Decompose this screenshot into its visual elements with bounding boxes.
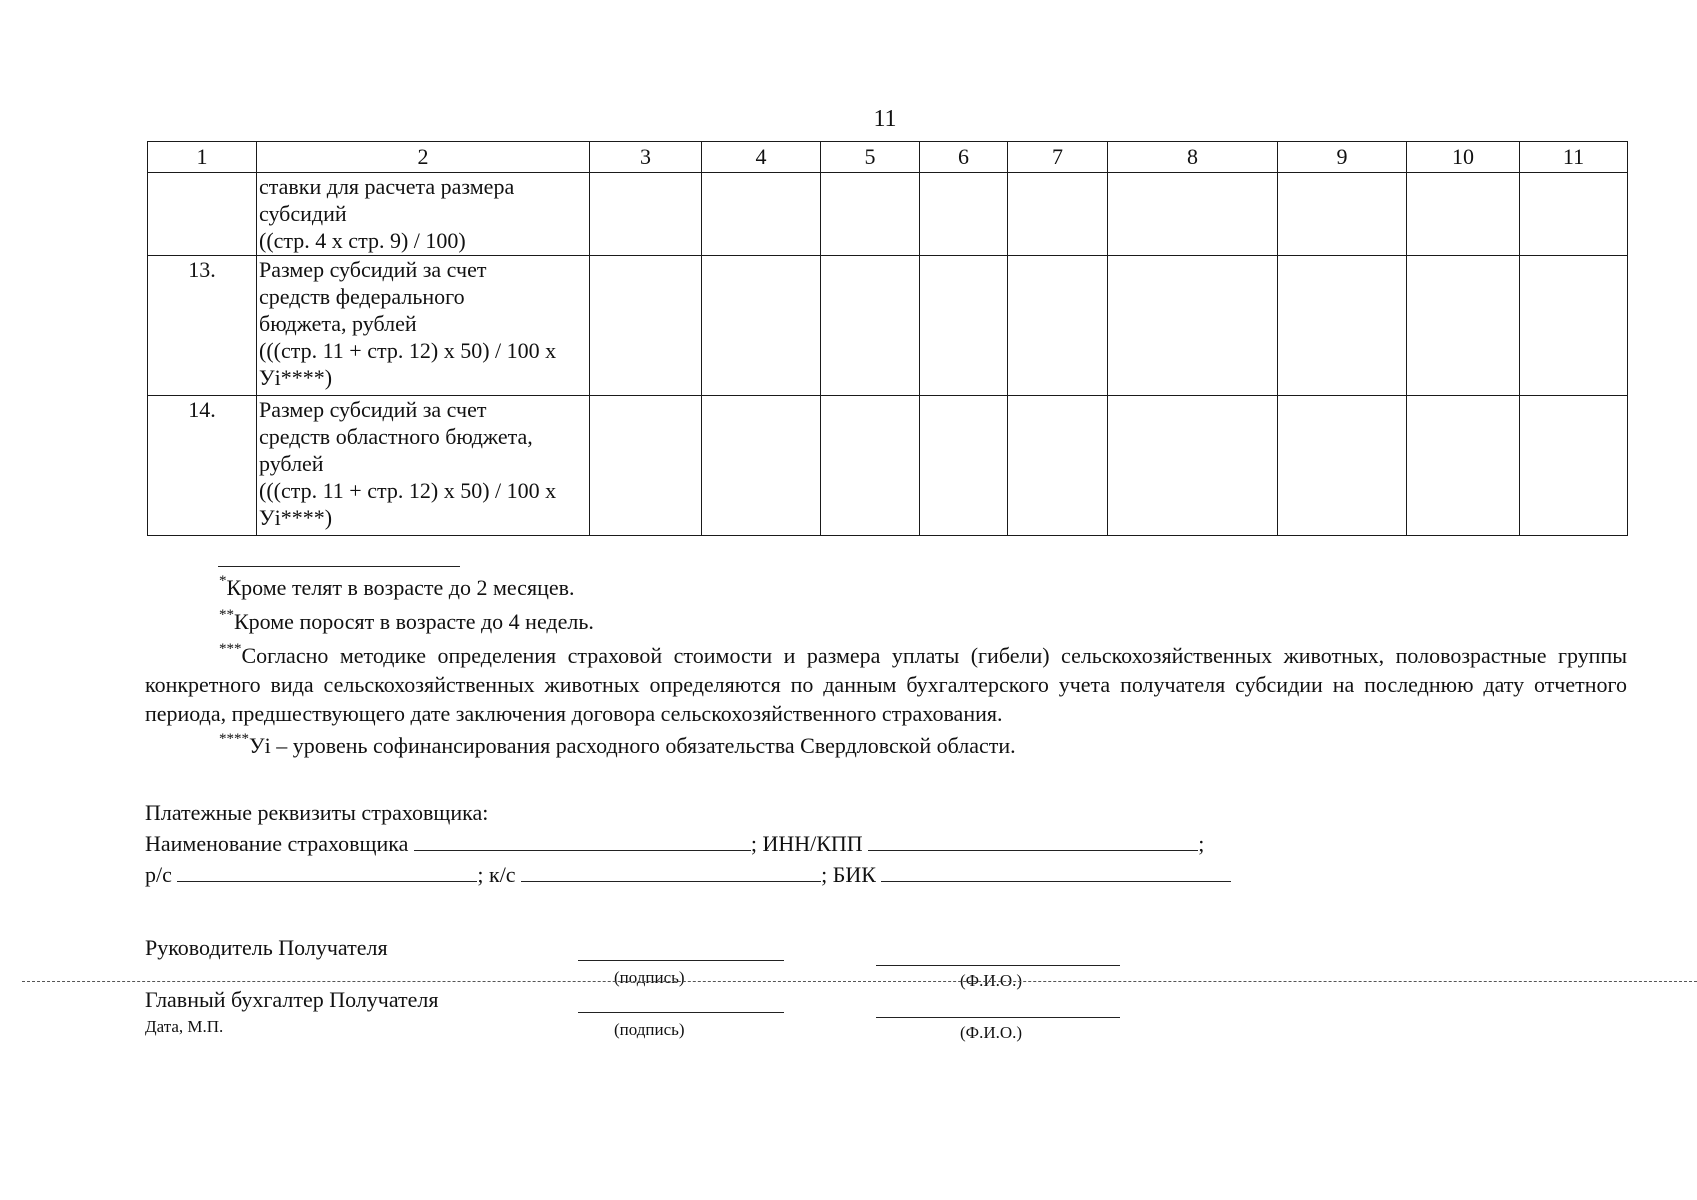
column-header: 2 [257,142,590,173]
table-cell [702,396,821,536]
table-cell [590,256,702,396]
table-cell [590,173,702,256]
column-header: 10 [1407,142,1520,173]
table-cell [1520,256,1628,396]
table-cell [1108,396,1278,536]
footnote [145,641,1627,728]
table-cell [1008,256,1108,396]
table-cell [821,256,920,396]
inn-kpp-label: ; ИНН/КПП [750,831,863,856]
footnote-text: Кроме поросят в возрасте до 4 недель. [234,609,594,634]
accountant-signature-caption: (подпись) [614,1020,685,1039]
rs-field[interactable] [177,861,477,882]
head-signature-caption: (подпись) [614,968,685,987]
row-text: Размер субсидий за счет средств областного бюджета, рублей (((стр. 11 + стр. 12) х 50) / 100 х Уi****) [257,396,590,536]
payment-details [145,797,1231,890]
footnote-text: Кроме телят в возрасте до 2 месяцев. [226,575,575,600]
table-cell [1520,173,1628,256]
rs-label: р/с [145,862,172,887]
row-text: ставки для расчета размера субсидий ((стр. 4 х стр. 9) / 100) [257,173,590,256]
scan-artifact-line [22,981,1697,982]
column-header: 5 [821,142,920,173]
ks-field[interactable] [521,861,821,882]
payment-title: Платежные реквизиты страховщика: [145,800,489,825]
column-header: 1 [148,142,257,173]
payment-line-1 [145,828,1231,859]
table-cell [1108,256,1278,396]
table-cell [1278,396,1407,536]
row-number: 13. [148,256,257,396]
table-cell [821,173,920,256]
table-cell [702,256,821,396]
footnote-mark: * [219,573,227,589]
payment-line-2 [145,859,1231,890]
ks-label: ; к/с [477,862,516,887]
table-row [148,173,1628,256]
table-header-row [148,142,1628,173]
table-cell [1278,256,1407,396]
column-header: 7 [1008,142,1108,173]
head-name-line[interactable] [876,965,1120,966]
table-cell [702,173,821,256]
table-cell [920,173,1008,256]
bik-field[interactable] [881,861,1231,882]
footnote-text: Согласно методике определения страховой стоимости и размера уплаты (гибели) сельскохозяйственных животных, половозрастные группы конкретного вида сельскохозяйственных животных определяются по данным бухгалтерского учета получателя субсидии на последнюю дату отчетного периода, предшествующего дате заключения договора сельскохозяйственного страхования. [145,643,1627,726]
head-name-caption: (Ф.И.О.) [960,971,1023,990]
table-cell [1008,396,1108,536]
date-stamp-label: Дата, М.П. [145,1017,224,1036]
footnote-mark: ** [219,607,234,623]
table-cell [590,396,702,536]
table-cell [1407,396,1520,536]
footnote-text: Уi – уровень софинансирования расходного обязательства Свердловской области. [249,733,1016,758]
table-cell [920,396,1008,536]
table-cell [1278,173,1407,256]
table-cell [1108,173,1278,256]
accountant-label: Главный бухгалтер Получателя [145,987,439,1012]
footnotes [145,573,1627,760]
subsidy-table [147,141,1628,536]
table-cell [821,396,920,536]
column-header: 3 [590,142,702,173]
footnote-mark: *** [219,641,242,657]
footnote [145,607,1627,636]
footnote-mark: **** [219,731,249,747]
column-header: 6 [920,142,1008,173]
line-end-semicolon: ; [1198,831,1205,856]
row-number: 14. [148,396,257,536]
row-text: Размер субсидий за счет средств федерального бюджета, рублей (((стр. 11 + стр. 12) х 50) / 100 х Уi****) [257,256,590,396]
table-row [148,396,1628,536]
footnote [145,573,1627,602]
head-label: Руководитель Получателя [145,935,388,960]
column-header: 9 [1278,142,1407,173]
table-cell [920,256,1008,396]
table-row [148,256,1628,396]
footnote-separator [218,566,460,567]
table-cell [1520,396,1628,536]
accountant-name-caption: (Ф.И.О.) [960,1023,1023,1042]
accountant-signature-line[interactable] [578,1012,784,1013]
bik-label: ; БИК [821,862,876,887]
inn-kpp-field[interactable] [868,830,1198,851]
column-header: 4 [702,142,821,173]
column-header: 11 [1520,142,1628,173]
row-number [148,173,257,256]
head-signature-line[interactable] [578,960,784,961]
page-number: 11 [873,106,897,132]
table-cell [1008,173,1108,256]
footnote [145,731,1627,760]
accountant-name-line[interactable] [876,1017,1120,1018]
column-header: 8 [1108,142,1278,173]
table-cell [1407,256,1520,396]
table-cell [1407,173,1520,256]
insurer-name-label: Наименование страховщика [145,831,409,856]
insurer-name-field[interactable] [414,830,751,851]
